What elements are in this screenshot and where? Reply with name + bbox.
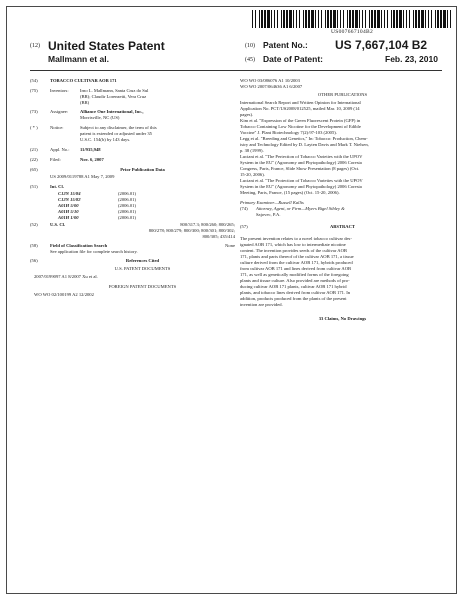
pub-line: System in the EU" (Agronomy and Phytopathology) 2006 Coresta	[240, 184, 362, 189]
inventors-line-2: (BR); Claudir Lorenzetti, Vera Cruz	[80, 94, 147, 99]
other-pub-heading: OTHER PUBLICATIONS	[317, 92, 368, 97]
us-cl-label: U.S. Cl.	[50, 222, 66, 227]
assignee-label: Assignee:	[50, 109, 69, 114]
pub-line: Legg et al. "Breeding and Genetics," In: Tobacco: Production, Chem-	[240, 136, 368, 141]
foreign-doc-row: WO WO 02/100199 A2 12/2002	[34, 292, 94, 297]
field-56-tag: (56)	[30, 258, 38, 263]
kind-code-12: (12)	[30, 43, 40, 49]
int-cl-year: (2006.01)	[118, 215, 136, 220]
field-search-label: Field of Classification Search	[50, 243, 108, 248]
int-cl-year: (2006.01)	[118, 197, 136, 202]
attorney-line-1: Attorney, Agent, or Firm—Myers Bigel Sibley &	[256, 206, 345, 211]
pub-line: Luciani et al. "The Protection of Tobacco Varieties with the UPOV	[240, 178, 363, 183]
abstract-line: plants and tissue culture. Also provided are methods of pro-	[240, 278, 350, 283]
notice-tag: ( * )	[30, 125, 38, 130]
pub-line: Congress, Paris, France, Slide Show Presentation (8 pages) (Oct.	[240, 166, 360, 171]
code-45: (45)	[245, 57, 255, 63]
abstract-line: plants, and tobacco lines derived from cultivar AOB 171. In	[240, 290, 351, 295]
inventors-line-1: Irno L. Mallmann, Santa Cruz do Sul	[80, 88, 149, 93]
abstract-line: ducing cultivar AOB 171 plants, cultivar AOB 171 hybrid	[240, 284, 347, 289]
int-cl-code: A01H 5/10	[58, 209, 79, 214]
field-21-tag: (21)	[30, 147, 38, 152]
field-22-tag: (22)	[30, 157, 38, 162]
int-cl-year: (2006.01)	[118, 191, 136, 196]
pub-line: Tobacco Containing Low Nicotine for the Development of Edible	[240, 124, 361, 129]
filed-label: Filed:	[50, 157, 61, 162]
pub-line: Kim et al. "Expression of the Green Fluorescent Protein (GFP) in	[240, 118, 361, 123]
abstract-line: The present invention relates to a novel tobacco cultivar des-	[240, 236, 352, 241]
date-label: Date of Patent:	[263, 54, 323, 64]
notice-line-2: patent is extended or adjusted under 35	[80, 131, 152, 136]
us-docs-heading: U.S. PATENT DOCUMENTS	[114, 266, 171, 271]
int-cl-code: A01H 1/00	[58, 215, 79, 220]
wo-row: WO WO 2007/064636 A1 6/2007	[240, 84, 303, 89]
abstract-line: content. The invention provides seeds of the cultivar AOB	[240, 248, 347, 253]
assignee-line-2: Morrisville, NC (US)	[80, 115, 120, 120]
pub-line: System in the EU" (Agronomy and Phytopathology) 2006 Coresta	[240, 160, 362, 165]
field-52-tag: (52)	[30, 222, 38, 227]
abstract-heading: ABSTRACT	[329, 224, 356, 229]
examiner-line: Primary Examiner—Russell Kallis	[240, 200, 304, 205]
field-search-note: See application file for complete search history.	[50, 249, 138, 254]
foreign-docs-heading: FOREIGN PATENT DOCUMENTS	[108, 284, 177, 289]
pub-line: Luciani et al. "The Pertection of Tobacco Varieties with the UPOV	[240, 154, 363, 159]
notice-line-3: U.S.C. 154(b) by 143 days.	[80, 137, 131, 142]
pub-line: Meeting, Paris, France, (15 pages) (Oct. 15-20, 2006).	[240, 190, 340, 195]
notice-label: Notice:	[50, 125, 64, 130]
field-51-tag: (51)	[30, 184, 38, 189]
pub-line: p. 38 (1999).	[240, 148, 264, 153]
prior-pub-line: US 2009/0119788 A1 May 7, 2009	[50, 174, 115, 179]
pub-line: Vaccine" J. Plant Biotechnology 7(2):97-103 (2005).	[240, 130, 337, 135]
int-cl-code: C12N 15/82	[58, 197, 81, 202]
attorney-tag: (74)	[240, 206, 248, 211]
pub-line: 15-20, 2006).	[240, 172, 265, 177]
int-cl-code: A01H 5/00	[58, 203, 79, 208]
notice-line-1: Subject to any disclaimer, the term of this	[80, 125, 157, 130]
abstract-text	[240, 236, 445, 308]
abstract-line: invention are provided.	[240, 302, 283, 307]
pub-line: International Search Report and Written Opinion for International	[240, 100, 361, 105]
field-75-tag: (75)	[30, 88, 38, 93]
patent-number: US 7,667,104 B2	[335, 38, 428, 52]
int-cl-code: C12N 15/84	[58, 191, 81, 196]
abstract-line: 171, as well as genetically modified forms of the foregoing	[240, 272, 349, 277]
field-65-tag: (65)	[30, 167, 38, 172]
abstract-line: from cultivar AOB 171 and lines derived from cultivar AOB	[240, 266, 352, 271]
us-cl-line-1: 800/317.3; 800/260; 800/265;	[180, 222, 235, 227]
patent-title-heading: United States Patent	[48, 39, 165, 53]
int-cl-label: Int. Cl.	[50, 184, 64, 189]
right-column	[240, 78, 445, 322]
wo-row: WO WO 03/086076 A1 10/2003	[240, 78, 300, 83]
header-rule	[30, 70, 442, 71]
claims-line: 33 Claims, No Drawings	[318, 316, 367, 321]
abstract-line: ignated AOB 171, which has low to intermediate nicotine	[240, 242, 346, 247]
field-58-tag: (58)	[30, 243, 38, 248]
references-heading: References Cited	[125, 258, 160, 263]
abstract-line: culture derived from the cultivar AOB 171, hybrids produced	[240, 260, 353, 265]
barcode-number: US007667104B2	[330, 29, 374, 35]
invention-title: TOBACCO CULTIVAR AOB 171	[50, 78, 117, 83]
us-cl-line-2: 800/278; 800/279; 800/300; 800/301; 800/302;	[148, 228, 235, 233]
inventors-line-3: (BR)	[80, 100, 90, 105]
appl-no-label: Appl. No.:	[50, 147, 70, 152]
prior-pub-heading: Prior Publication Data	[120, 167, 165, 172]
barcode	[252, 10, 452, 28]
patent-date: Feb. 23, 2010	[385, 54, 438, 64]
patent-no-label: Patent No.:	[263, 40, 308, 50]
inventor-line: Mallmann et al.	[48, 54, 109, 64]
abstract-line: 171, plants and parts thereof of the cultivar AOB 171, a tissue	[240, 254, 354, 259]
int-cl-year: (2006.01)	[118, 209, 136, 214]
code-10: (10)	[245, 43, 255, 49]
us-cl-line-3: 800/305; 435/414	[202, 234, 235, 239]
us-doc-row: 2007/0199097 A1 8/2007 Xu et al.	[34, 274, 98, 279]
pub-line: istry and Technology Edited by D. Layten Davis and Mark T. Nielsen,	[240, 142, 369, 147]
field-73-tag: (73)	[30, 109, 38, 114]
int-cl-table	[30, 191, 235, 222]
assignee-line-1: Alliance One International, Inc.,	[80, 109, 144, 114]
appl-no-value: 11/935,948	[80, 147, 101, 152]
pub-line: pages).	[240, 112, 254, 117]
other-publications	[240, 100, 445, 196]
field-search-value: None	[225, 243, 235, 248]
abstract-tag: (57)	[240, 224, 248, 229]
int-cl-year: (2006.01)	[118, 203, 136, 208]
left-column	[30, 78, 235, 300]
field-54-tag: (54)	[30, 78, 38, 83]
pub-line: Application No. PCT/US2008/012525, mailed Mar. 10, 2009 (14	[240, 106, 360, 111]
attorney-line-2: Sajovec, P.A.	[256, 212, 281, 217]
abstract-line: addition, products produced from the plants of the present	[240, 296, 347, 301]
inventors-label: Inventors:	[50, 88, 69, 93]
filed-value: Nov. 6, 2007	[80, 157, 104, 162]
